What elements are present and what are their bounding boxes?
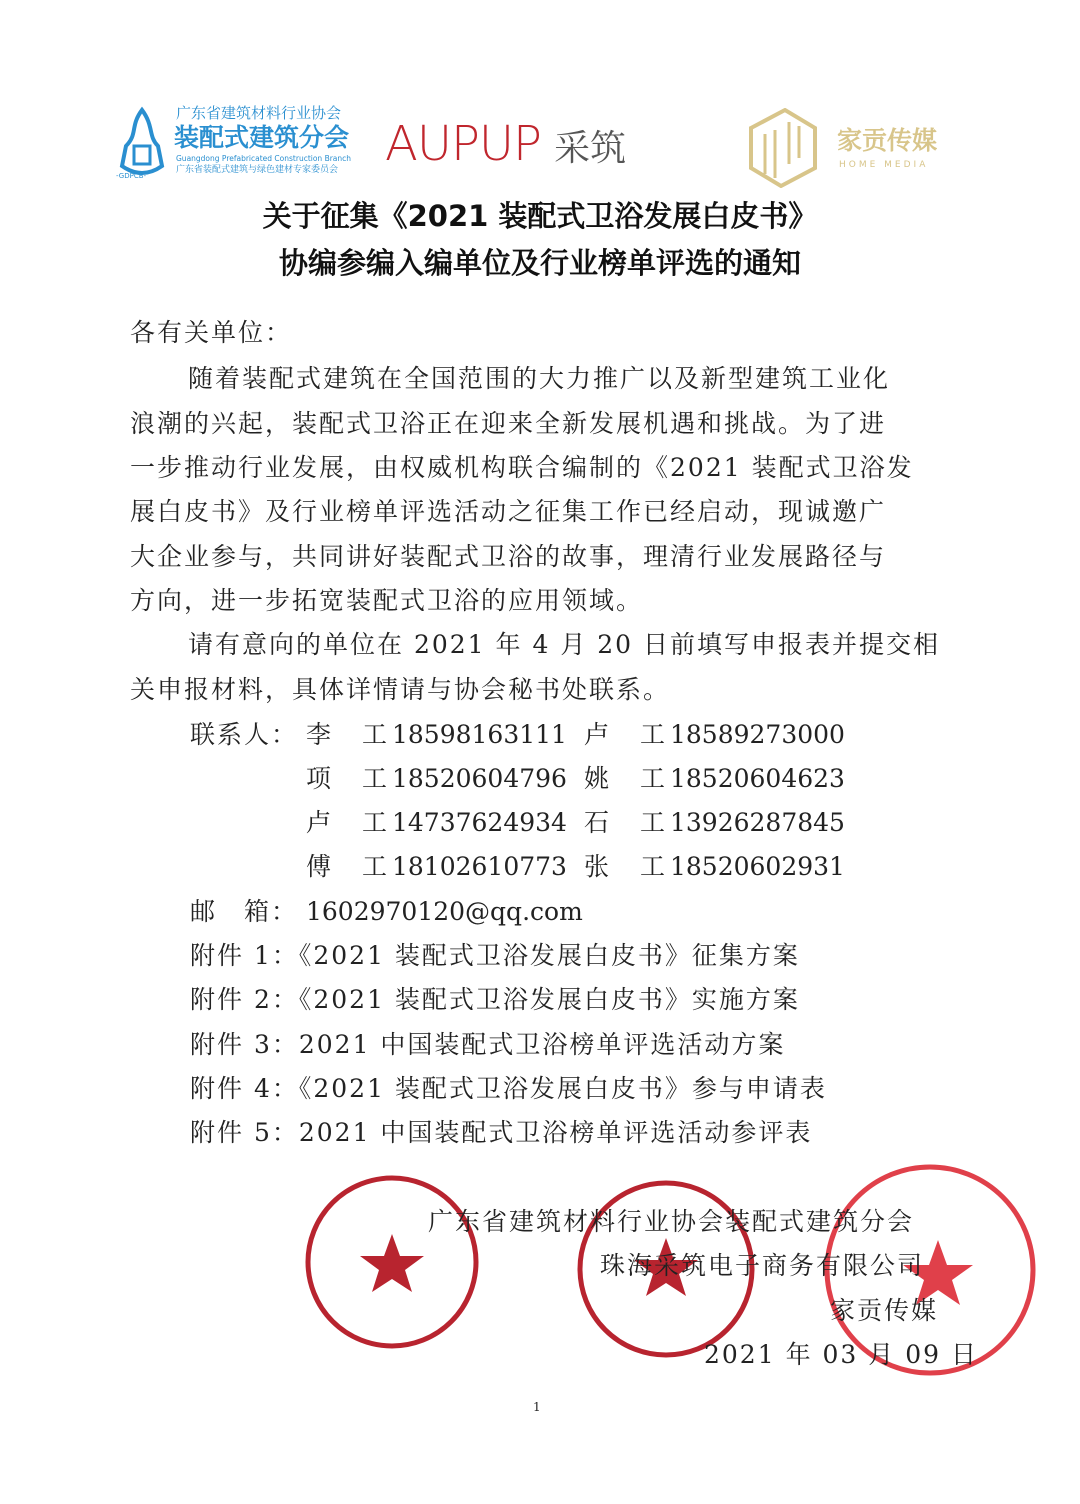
gdpcb-house-icon: [112, 106, 172, 181]
stamp-gdpcb: [302, 1172, 482, 1352]
aupup-logo: [385, 118, 626, 181]
email-address[interactable]: 1602970120@qq.com: [306, 897, 583, 926]
attachment-item: 附件 5：2021 中国装配式卫浴榜单评选活动参评表: [190, 1118, 813, 1147]
contacts-label: 联系人：: [190, 720, 299, 749]
salutation: 各有关单位：: [130, 318, 293, 347]
body-line: 浪潮的兴起，装配式卫浴正在迎来全新发展机遇和挑战。为了进: [130, 409, 887, 438]
home-media-emblem-icon: [745, 108, 821, 188]
body-line: 大企业参与，共同讲好装配式卫浴的故事，理清行业发展路径与: [130, 542, 887, 571]
body-line: 随着装配式建筑在全国范围的大力推广以及新型建筑工业化: [188, 364, 891, 393]
document-title-line2: 协编参编入编单位及行业榜单评选的通知: [278, 246, 801, 280]
signature-org-3: 家贡传媒: [830, 1296, 939, 1325]
gdpcb-line2: 装配式建筑分会: [174, 123, 350, 152]
attachment-item: 附件 3：2021 中国装配式卫浴榜单评选活动方案: [190, 1030, 786, 1059]
body-line: 一步推动行业发展，由权威机构联合编制的《2021 装配式卫浴发: [130, 453, 914, 482]
page-number: 1: [533, 1400, 541, 1414]
signature-org-1: 广东省建筑材料行业协会装配式建筑分会: [428, 1207, 915, 1236]
body-line: 方向，进一步拓宽装配式卫浴的应用领域。: [130, 586, 644, 615]
signature-org-2: 珠海采筑电子商务有限公司: [600, 1251, 925, 1280]
attachment-item: 附件 1：《2021 装配式卫浴发展白皮书》征集方案: [190, 941, 800, 970]
body-line: 请有意向的单位在 2021 年 4 月 20 日前填写申报表并提交相: [188, 630, 941, 659]
email-label: 邮 箱：: [190, 897, 299, 926]
star-icon: [360, 1234, 424, 1292]
body-line: 关申报材料，具体详情请与协会秘书处联系。: [130, 675, 671, 704]
contact-entry: 傅 工 18102610773: [306, 852, 567, 881]
gdpcb-logo: [112, 104, 377, 184]
aupup-latin: AUPUP: [385, 116, 541, 172]
contact-entry: 石 工 13926287845: [584, 808, 845, 837]
contact-entry: 卢 工 18589273000: [584, 720, 845, 749]
contact-entry: 卢 工 14737624934: [306, 808, 567, 837]
home-media-cn: 家贡传媒: [837, 126, 938, 155]
attachment-item: 附件 2：《2021 装配式卫浴发展白皮书》实施方案: [190, 985, 800, 1014]
home-media-en: HOME MEDIA: [839, 160, 929, 170]
gdpcb-line4: 广东省装配式建筑与绿色建材专家委员会: [176, 165, 339, 175]
aupup-cn: 采筑: [554, 128, 627, 169]
home-media-logo: [745, 108, 945, 188]
contact-entry: 姚 工 18520604623: [584, 764, 845, 793]
contact-entry: 李 工 18598163111: [306, 720, 567, 749]
document-title-line1: 关于征集《2021 装配式卫浴发展白皮书》: [262, 199, 818, 233]
attachment-item: 附件 4：《2021 装配式卫浴发展白皮书》参与申请表: [190, 1074, 827, 1103]
gdpcb-badge: -GDPCB-: [116, 172, 147, 180]
body-line: 展白皮书》及行业榜单评选活动之征集工作已经启动，现诚邀广: [130, 497, 887, 526]
gdpcb-line1: 广东省建筑材料行业协会: [176, 104, 342, 122]
gdpcb-line3: Guangdong Prefabricated Construction Branch: [176, 154, 352, 163]
contact-entry: 张 工 18520602931: [584, 852, 845, 881]
document-date: 2021 年 03 月 09 日: [704, 1340, 978, 1369]
contact-entry: 项 工 18520604796: [306, 764, 567, 793]
